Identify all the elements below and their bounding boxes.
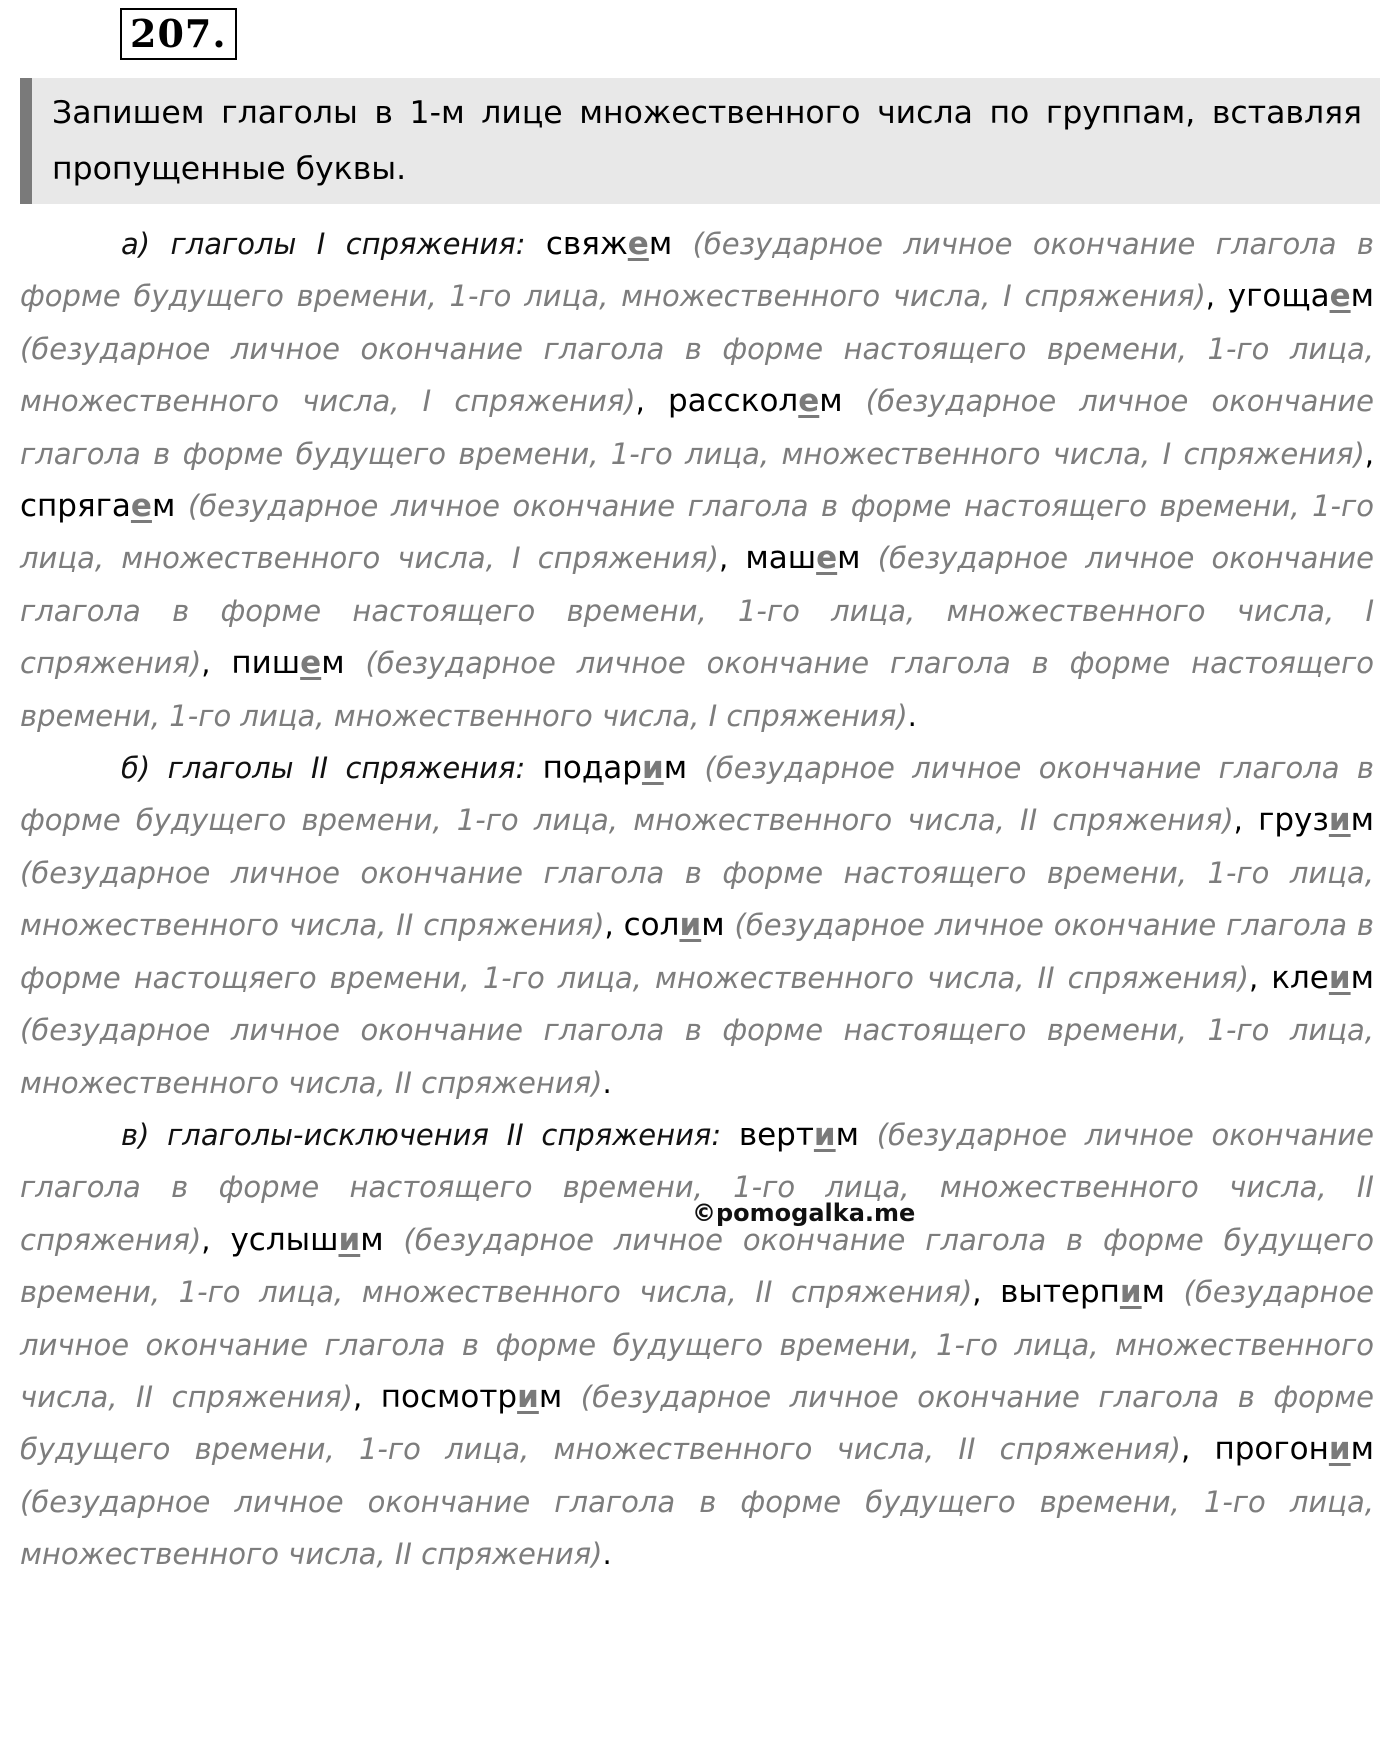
section-heading: а) глаголы I спряжения: bbox=[121, 227, 526, 261]
explanation-comment: (безударное личное окончание глагола в форме будущего времени, 1-го лица, множественного числа, I спряжения) bbox=[20, 384, 1375, 471]
inserted-letter: и bbox=[641, 750, 664, 787]
verb-word bbox=[668, 383, 843, 419]
verb-stem: пиш bbox=[231, 645, 301, 682]
inserted-letter: и bbox=[679, 907, 702, 944]
verb-ending: м bbox=[1350, 802, 1374, 839]
verb-word bbox=[1000, 1274, 1165, 1310]
explanation-comment: (безударное личное окончание глагола в форме настоящего времени, 1-го лица, множественного числа, II спряжения) bbox=[20, 1117, 1375, 1257]
punctuation: . bbox=[602, 1537, 612, 1572]
section-heading: в) глаголы-исключения II спряжения: bbox=[121, 1117, 722, 1152]
verb-stem: подар bbox=[542, 750, 642, 787]
punctuation: , bbox=[719, 541, 729, 576]
inserted-letter: е bbox=[816, 540, 838, 577]
answer-section bbox=[20, 742, 1374, 1109]
inserted-letter: и bbox=[338, 1221, 361, 1258]
verb-ending: м bbox=[819, 383, 843, 420]
inserted-letter: е bbox=[798, 383, 820, 420]
verb-ending: м bbox=[1350, 278, 1374, 315]
inserted-letter: и bbox=[1328, 802, 1351, 839]
verb-stem: угоща bbox=[1227, 278, 1330, 315]
verb-word bbox=[543, 750, 687, 786]
explanation-comment: (безударное личное окончание глагола в форме настощяего времени, 1-го лица, множественного числа, II спряжения) bbox=[20, 908, 1374, 995]
verb-stem: спряга bbox=[20, 488, 131, 525]
verb-ending: м bbox=[360, 1221, 384, 1258]
answer-body bbox=[20, 218, 1374, 1581]
verb-word bbox=[1258, 802, 1374, 838]
verb-ending: м bbox=[648, 226, 673, 262]
verb-stem: маш bbox=[745, 540, 817, 577]
inserted-letter: е bbox=[300, 645, 322, 682]
verb-word bbox=[739, 1117, 859, 1153]
punctuation: , bbox=[1248, 960, 1259, 995]
verb-stem: груз bbox=[1258, 802, 1329, 839]
answer-section bbox=[20, 218, 1374, 742]
verb-ending: м bbox=[151, 488, 176, 525]
explanation-comment: (безударное личное окончание глагола в форме будущего времени, 1-го лица, множественного числа, II спряжения) bbox=[20, 1222, 1375, 1310]
verb-word bbox=[1214, 1431, 1374, 1467]
punctuation: , bbox=[972, 1275, 982, 1310]
verb-ending: м bbox=[701, 907, 725, 944]
explanation-comment: (безударное личное окончание глагола в форме будущего времени, 1-го лица, множественного числа, II спряжения) bbox=[20, 1484, 1374, 1572]
verb-stem: свяж bbox=[545, 226, 628, 262]
verb-stem: кле bbox=[1271, 959, 1329, 996]
punctuation: , bbox=[1205, 279, 1215, 314]
verb-word bbox=[624, 907, 725, 943]
punctuation: , bbox=[201, 646, 211, 681]
verb-stem: сол bbox=[623, 907, 680, 944]
inserted-letter: е bbox=[130, 488, 152, 525]
verb-word bbox=[230, 1222, 383, 1258]
explanation-comment: (безударное личное окончание глагола в форме настоящего времени, 1-го лица, множественного числа, I спряжения) bbox=[20, 646, 1375, 733]
verb-ending: м bbox=[538, 1378, 563, 1415]
verb-stem: верт bbox=[738, 1116, 814, 1153]
inserted-letter: и bbox=[1328, 959, 1351, 996]
explanation-comment: (безударное личное окончание глагола в форме будущего времени, 1-го лица, множественного числа, II спряжения) bbox=[20, 751, 1374, 838]
task-statement: Запишем глаголы в 1-м лице множественного числа по группам, вставляя пропущенные буквы. bbox=[20, 78, 1380, 204]
inserted-letter: и bbox=[1328, 1431, 1351, 1468]
punctuation: , bbox=[352, 1379, 363, 1414]
verb-word bbox=[231, 645, 344, 681]
verb-word bbox=[381, 1379, 563, 1415]
verb-word bbox=[546, 226, 672, 262]
inserted-letter: и bbox=[517, 1378, 539, 1415]
punctuation: , bbox=[604, 908, 614, 943]
verb-ending: м bbox=[837, 540, 861, 577]
inserted-letter: и bbox=[1119, 1274, 1142, 1311]
explanation-comment: (безударное личное окончание глагола в форме настоящего времени, 1-го лица, множественного числа, I спряжения) bbox=[20, 331, 1374, 419]
verb-word bbox=[20, 488, 175, 524]
inserted-letter: е bbox=[1329, 278, 1351, 315]
verb-stem: услыш bbox=[230, 1221, 339, 1258]
explanation-comment: (безударное личное окончание глагола в форме будущего времени, 1-го лица, множественного числа, II спряжения) bbox=[20, 1275, 1375, 1414]
section-heading: б) глаголы II спряжения: bbox=[121, 751, 526, 786]
explanation-comment: (безударное личное окончание глагола в форме настоящего времени, 1-го лица, множественного числа, I спряжения) bbox=[20, 489, 1375, 576]
punctuation: . bbox=[907, 698, 917, 733]
explanation-comment: (безударное личное окончание глагола в форме настоящего времени, 1-го лица, множественного числа, I спряжения) bbox=[20, 541, 1374, 681]
verb-stem: прогон bbox=[1214, 1431, 1329, 1468]
verb-ending: м bbox=[663, 750, 688, 787]
punctuation: , bbox=[635, 384, 645, 419]
verb-ending: м bbox=[1141, 1274, 1166, 1311]
answer-section bbox=[20, 1109, 1374, 1581]
punctuation: , bbox=[1180, 1432, 1191, 1467]
verb-stem: расскол bbox=[667, 383, 799, 420]
explanation-comment: (безударное личное окончание глагола в форме настоящего времени, 1-го лица, множественного числа, II спряжения) bbox=[20, 855, 1374, 943]
verb-word bbox=[745, 540, 860, 576]
verb-ending: м bbox=[1350, 959, 1374, 996]
explanation-comment: (безударное личное окончание глагола в форме будущего времени, 1-го лица, множественного числа, II спряжения) bbox=[20, 1379, 1375, 1467]
verb-ending: м bbox=[321, 645, 345, 682]
verb-ending: м bbox=[835, 1116, 860, 1153]
watermark: ©pomogalka.me bbox=[692, 1199, 916, 1227]
explanation-comment: (безударное личное окончание глагола в форме будущего времени, 1-го лица, множественного числа, I спряжения) bbox=[20, 227, 1375, 314]
punctuation: , bbox=[1364, 436, 1374, 471]
verb-stem: посмотр bbox=[380, 1378, 518, 1415]
inserted-letter: и bbox=[813, 1116, 836, 1153]
exercise-number: 207. bbox=[120, 8, 237, 60]
explanation-comment: (безударное личное окончание глагола в форме настоящего времени, 1-го лица, множественного числа, II спряжения) bbox=[20, 1013, 1374, 1100]
punctuation: , bbox=[201, 1222, 211, 1257]
verb-word bbox=[1271, 960, 1374, 996]
verb-stem: вытерп bbox=[1000, 1274, 1120, 1311]
punctuation: , bbox=[1233, 803, 1243, 838]
verb-ending: м bbox=[1350, 1431, 1375, 1468]
punctuation: . bbox=[602, 1065, 612, 1100]
verb-word bbox=[1228, 278, 1374, 314]
inserted-letter: е bbox=[627, 226, 649, 262]
